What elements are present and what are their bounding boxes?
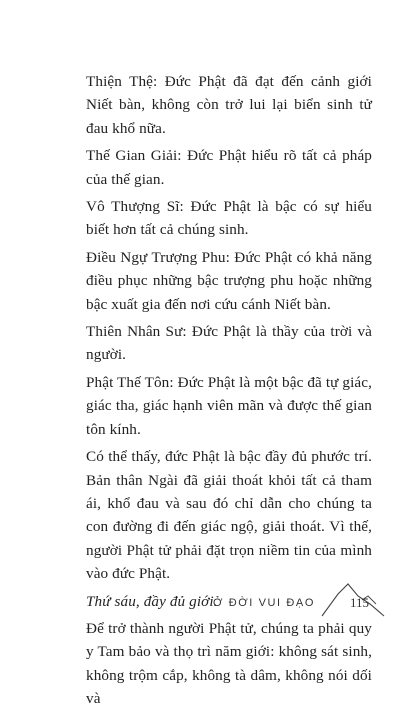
paragraph-phuoc-tri: Có thể thấy, đức Phật là bậc đầy đủ phước trí. Bản thân Ngài đã giải thoát khỏi tất cả tham ái, khổ đau và sau đó chỉ dẫn cho chúng ta con đường đi đến giác ngộ, giải thoát. Vì thế, người Phật tử phải đặt trọn niềm tin của mình vào đức Phật.: [86, 448, 372, 583]
paragraph-the-gian-giai: Thế Gian Giải: Đức Phật hiểu rõ tất cả pháp của thế gian.: [86, 147, 372, 188]
paragraph-quy-y: Để trở thành người Phật tử, chúng ta phải quy y Tam bảo và thọ trì năm giới: không sát sinh, không trộm cắp, không tà dâm, không nói dối và: [86, 619, 372, 708]
section-heading-thu-sau: Thứ sáu, đầy đủ giới.: [86, 592, 218, 610]
page-footer: [0, 580, 420, 640]
paragraph-vo-thuong-si: Vô Thượng Sĩ: Đức Phật là bậc có sự hiểu biết hơn tất cả chúng sinh.: [86, 198, 372, 239]
paragraph-phat-the-ton: Phật Thế Tôn: Đức Phật là một bậc đã tự giác, giác tha, giác hạnh viên mãn và được thế gian tôn kính.: [86, 373, 372, 438]
paragraph-thien-nhan-su: Thiên Nhân Sư: Đức Phật là thầy của trời và người.: [86, 323, 372, 364]
page-number: 115: [350, 595, 370, 610]
book-title: Ở ĐỜI VUI ĐẠO: [213, 597, 316, 609]
paragraph-thien-the: Thiện Thệ: Đức Phật đã đạt đến cảnh giới Niết bàn, không còn trở lui lại biển sinh tử đau khổ nữa.: [86, 73, 372, 137]
paragraph-dieu-ngu-truong-phu: Điều Ngự Trượng Phu: Đức Phật có khả năng điều phục những bậc trượng phu hoặc những bậc xuất gia đến nơi cứu cánh Niết bàn.: [86, 248, 372, 313]
